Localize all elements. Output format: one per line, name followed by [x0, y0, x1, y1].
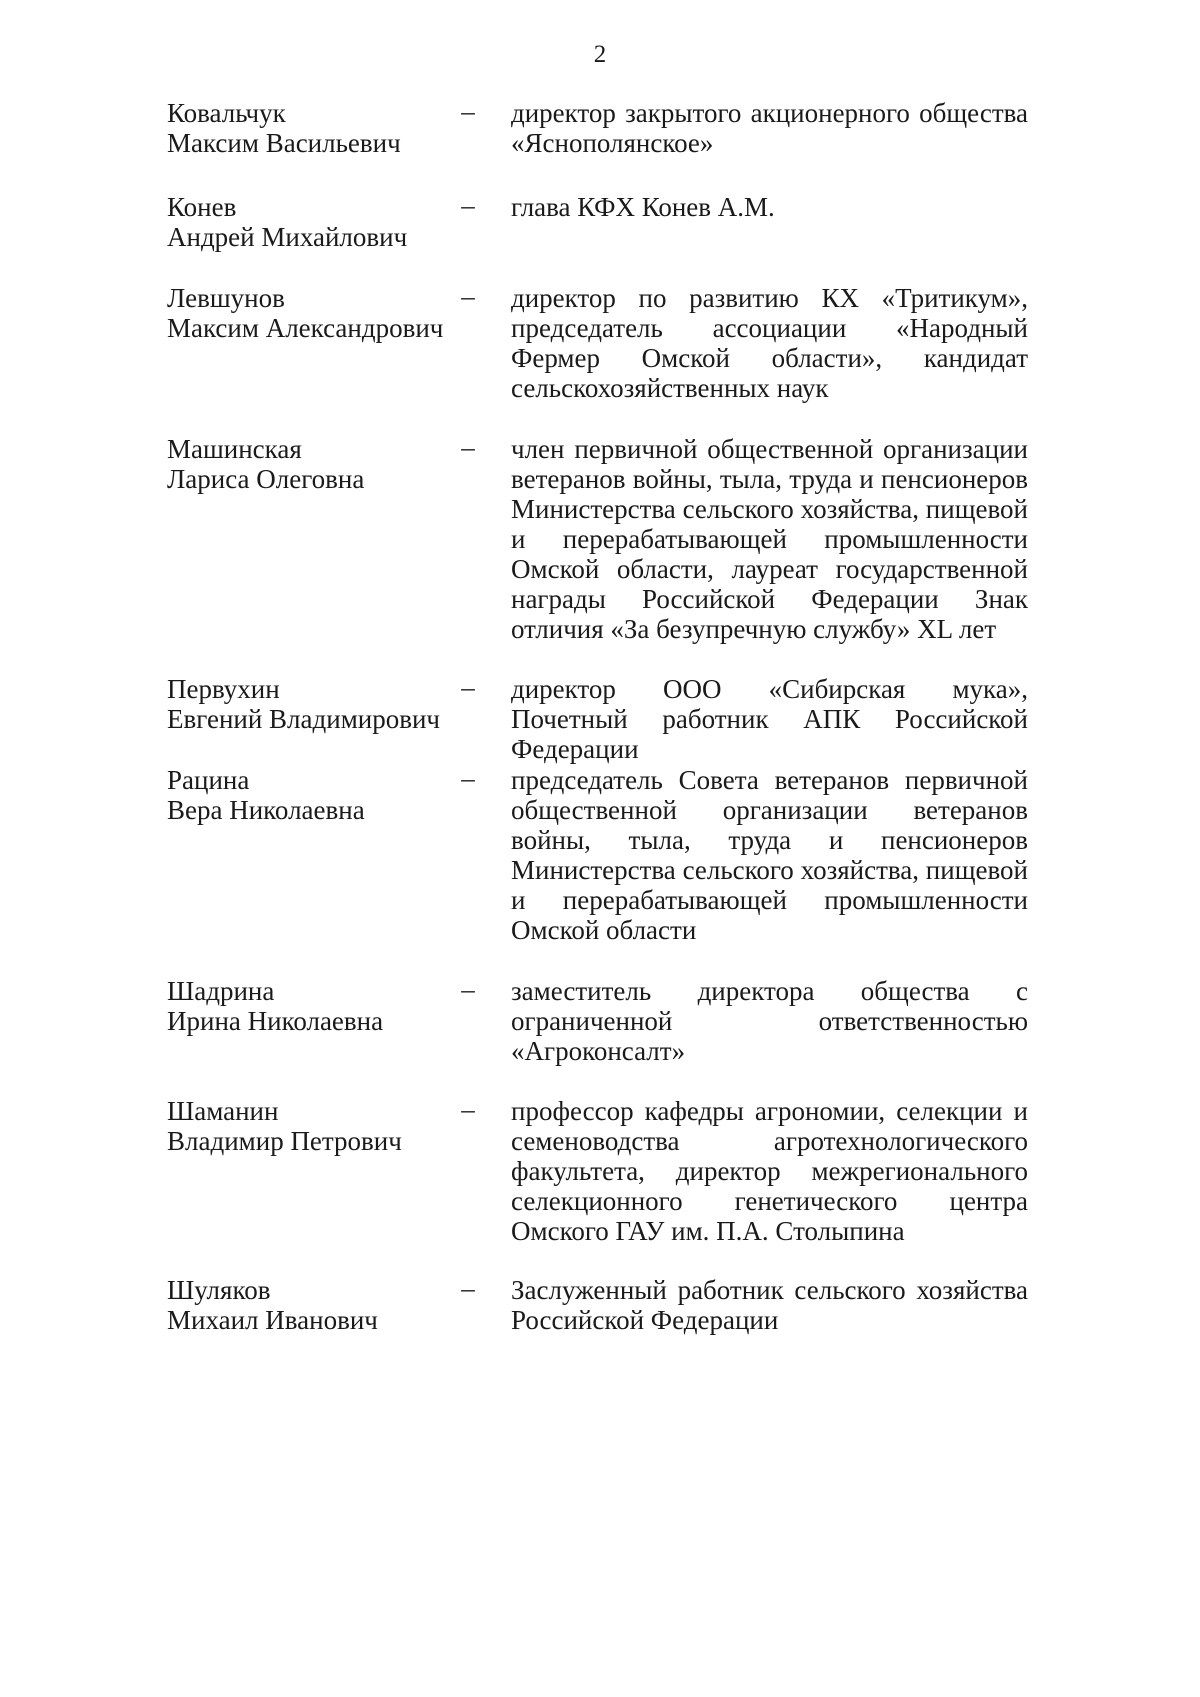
member-description: директор закрытого акционерного общества «Яснополянское» — [511, 98, 1028, 158]
member-given-names: Владимир Петрович — [167, 1126, 402, 1156]
member-description: профессор кафедры агрономии, селекции и семеноводства агротехнологического факультета, директор межрегионального селекционного генетического центра Омского ГАУ им. П.А. Столыпина — [511, 1096, 1028, 1246]
member-given-names: Максим Васильевич — [167, 128, 401, 158]
member-name — [167, 1096, 467, 1156]
member-given-names: Вера Николаевна — [167, 795, 365, 825]
member-surname: Машинская — [167, 434, 302, 464]
member-description: член первичной общественной организации ветеранов войны, тыла, труда и пенсионеров Министерства сельского хозяйства, пищевой и перерабатывающей промышленности Омской области, лауреат государственной награды Российской Федерации Знак отличия «За безупречную службу» XL лет — [511, 434, 1028, 644]
dash-separator: – — [461, 672, 475, 702]
member-description: глава КФХ Конев А.М. — [511, 192, 775, 222]
member-surname: Шуляков — [167, 1275, 271, 1305]
member-surname: Первухин — [167, 674, 280, 704]
member-name — [167, 1275, 467, 1335]
member-surname: Шаманин — [167, 1096, 279, 1126]
dash-separator: – — [461, 974, 475, 1004]
dash-separator: – — [461, 190, 475, 220]
member-surname: Конев — [167, 192, 237, 222]
member-surname: Рацина — [167, 765, 250, 795]
member-description: директор ООО «Сибирская мука», Почетный работник АПК Российской Федерации — [511, 674, 1028, 764]
member-given-names: Андрей Михайлович — [167, 222, 408, 252]
dash-separator: – — [461, 281, 475, 311]
member-name — [167, 674, 467, 734]
dash-separator: – — [461, 1273, 475, 1303]
member-surname: Ковальчук — [167, 98, 286, 128]
member-description: Заслуженный работник сельского хозяйства Российской Федерации — [511, 1275, 1028, 1335]
member-given-names: Ирина Николаевна — [167, 1006, 384, 1036]
member-name — [167, 283, 467, 343]
dash-separator: – — [461, 96, 475, 126]
member-description: директор по развитию КХ «Тритикум», председатель ассоциации «Народный Фермер Омской области», кандидат сельскохозяйственных наук — [511, 283, 1028, 403]
dash-separator: – — [461, 432, 475, 462]
member-name — [167, 192, 467, 252]
member-given-names: Михаил Иванович — [167, 1305, 378, 1335]
page-number: 2 — [593, 41, 607, 68]
member-surname: Шадрина — [167, 976, 275, 1006]
member-description: председатель Совета ветеранов первичной общественной организации ветеранов войны, тыла, труда и пенсионеров Министерства сельского хозяйства, пищевой и перерабатывающей промышленности Омской области — [511, 765, 1028, 945]
member-surname: Левшунов — [167, 283, 285, 313]
member-name — [167, 765, 467, 825]
member-given-names: Евгений Владимирович — [167, 704, 441, 734]
member-name — [167, 976, 467, 1036]
member-given-names: Максим Александрович — [167, 313, 444, 343]
member-name — [167, 98, 467, 158]
member-name — [167, 434, 467, 494]
dash-separator: – — [461, 763, 475, 793]
dash-separator: – — [461, 1094, 475, 1124]
member-description: заместитель директора общества с ограниченной ответственностью «Агроконсалт» — [511, 976, 1028, 1066]
member-given-names: Лариса Олеговна — [167, 464, 365, 494]
